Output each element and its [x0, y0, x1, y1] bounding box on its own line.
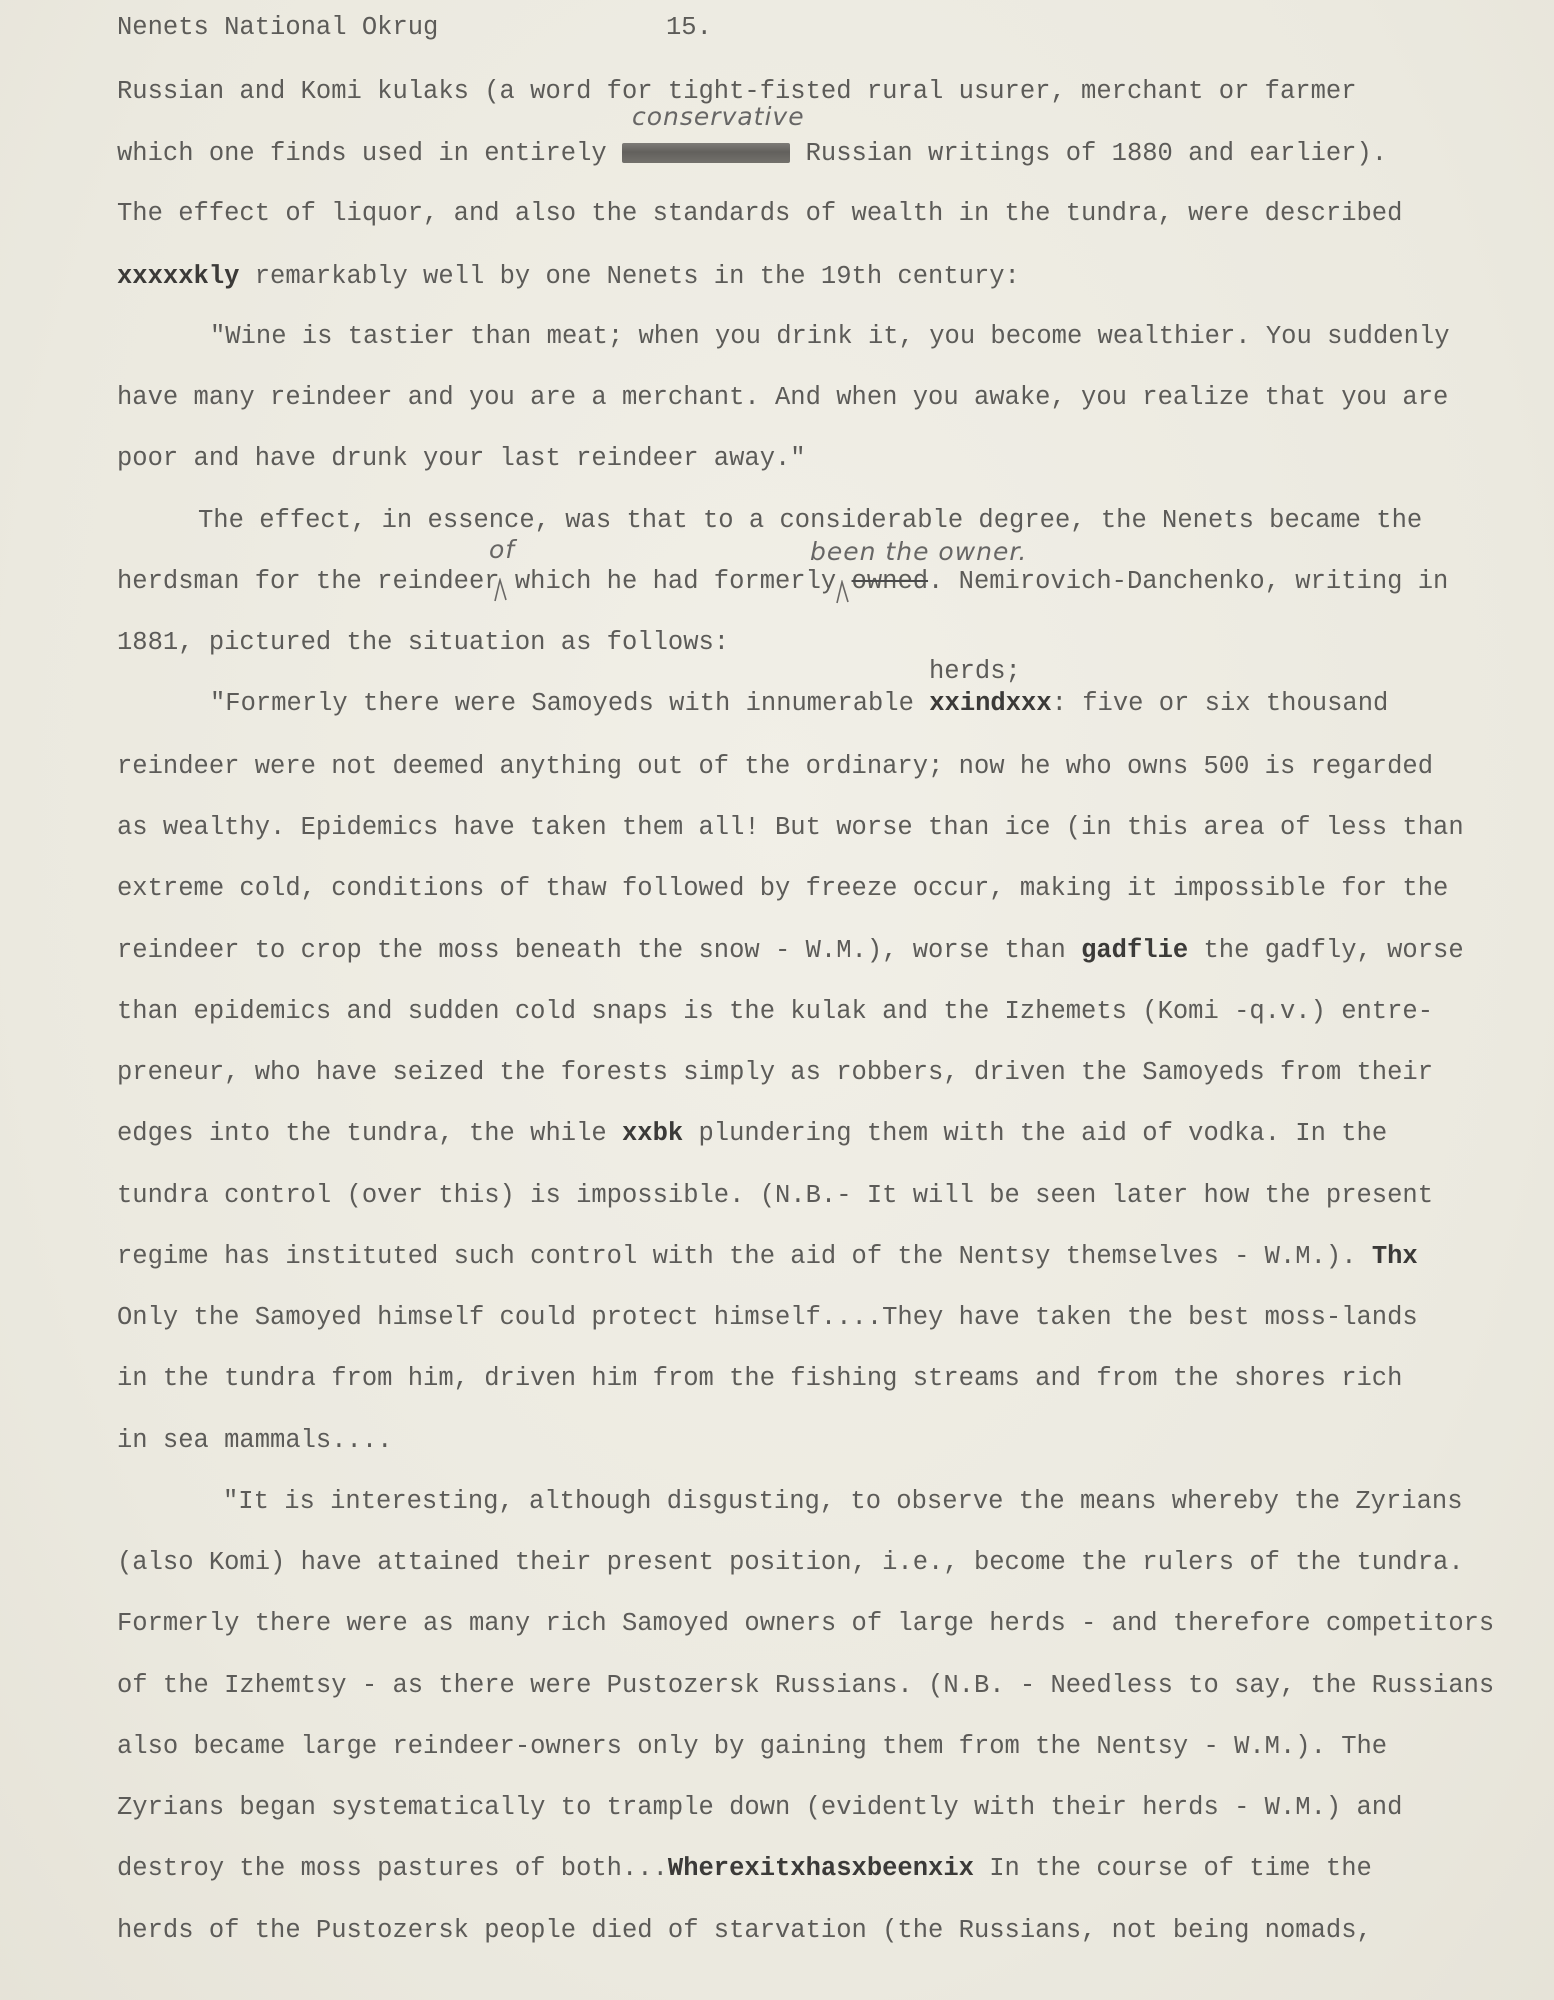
text-line: The effect of liquor, and also the standards of wealth in the tundra, were described — [117, 199, 1403, 228]
text-line: "Wine is tastier than meat; when you drink it, you become wealthier. You suddenly — [210, 322, 1450, 351]
text-line: as wealthy. Epidemics have taken them all! But worse than ice (in this area of less than — [117, 813, 1464, 842]
handwritten-struck-word: owned — [851, 567, 929, 596]
line-segment: herdsman for the reindeer — [117, 567, 500, 596]
insertion-caret-icon — [836, 580, 850, 604]
overtyped-word: xxxxxkly — [117, 262, 240, 291]
text-line — [117, 1242, 1418, 1272]
typed-insertion-herds: herds; — [929, 657, 1021, 686]
line-segment: which one finds used in entirely — [117, 139, 622, 168]
text-line: The effect, in essence, was that to a considerable degree, the Nenets became the — [198, 506, 1423, 535]
text-line: also became large reindeer-owners only by gaining them from the Nentsy - W.M.). The — [117, 1732, 1388, 1761]
text-line — [117, 1119, 1387, 1149]
overtyped-word: Wherexitxhasxbeenxix — [667, 1854, 974, 1883]
text-line: Only the Samoyed himself could protect himself....They have taken the best moss-lands — [117, 1303, 1418, 1332]
handwritten-insertion-conservative: conservative — [632, 102, 805, 131]
text-line — [117, 1854, 1372, 1884]
text-line: have many reindeer and you are a merchant. And when you awake, you realize that you are — [117, 383, 1449, 412]
text-line: herds of the Pustozersk people died of starvation (the Russians, not being nomads, — [117, 1916, 1372, 1945]
line-segment: reindeer to crop the moss beneath the snow - W.M.), worse than — [117, 936, 1082, 965]
line-segment: destroy the moss pastures of both... — [117, 1854, 668, 1883]
line-segment: In the course of time the — [973, 1854, 1372, 1883]
line-segment: Russian writings of 1880 and earlier). — [790, 139, 1388, 168]
text-line — [117, 567, 1448, 597]
text-line — [117, 139, 1387, 169]
text-line: Russian and Komi kulaks (a word for tight-fisted rural usurer, merchant or farmer — [117, 77, 1357, 106]
text-line: 1881, pictured the situation as follows: — [117, 628, 730, 657]
overtyped-word: xxbk — [621, 1119, 684, 1148]
line-segment: regime has instituted such control with the aid of the Nentsy themselves - W.M.). — [117, 1242, 1372, 1271]
line-segment: "Formerly there were Samoyeds with innumerable — [210, 689, 930, 718]
insertion-caret-icon — [494, 578, 508, 602]
text-line: of the Izhemtsy - as there were Pustozersk Russians. (N.B. - Needless to say, the Russians — [117, 1671, 1495, 1700]
text-line — [117, 262, 1020, 292]
text-line: tundra control (over this) is impossible. (N.B.- It will be seen later how the present — [117, 1181, 1434, 1210]
text-line — [117, 936, 1464, 966]
running-header-title: Nenets National Okrug — [117, 13, 439, 42]
overtyped-word: Thx — [1371, 1242, 1418, 1271]
overtyped-word: xxindxxx — [929, 689, 1052, 718]
text-line: than epidemics and sudden cold snaps is the kulak and the Izhemets (Komi -q.v.) entre- — [117, 997, 1434, 1026]
overtyped-word: gadflie — [1081, 936, 1189, 965]
text-line: in sea mammals.... — [117, 1426, 393, 1455]
line-segment: the gadfly, worse — [1188, 936, 1464, 965]
text-line: Formerly there were as many rich Samoyed owners of large herds - and therefore competitors — [117, 1609, 1495, 1638]
text-line: (also Komi) have attained their present position, i.e., become the rulers of the tundra. — [117, 1548, 1464, 1577]
line-segment: remarkably well by one Nenets in the 19th century: — [239, 262, 1020, 291]
text-line — [210, 689, 1388, 719]
line-segment: edges into the tundra, the while — [117, 1119, 622, 1148]
line-segment: which he had formerly — [499, 567, 852, 596]
handwritten-insertion-of: of — [489, 535, 516, 564]
line-segment: . Nemirovich-Danchenko, writing in — [928, 567, 1449, 596]
line-segment: : five or six thousand — [1051, 689, 1389, 718]
text-line: poor and have drunk your last reindeer away." — [117, 444, 806, 473]
text-line: Zyrians began systematically to trample down (evidently with their herds - W.M.) and — [117, 1793, 1403, 1822]
handwritten-insertion-been-the-owner: been the owner. — [810, 537, 1028, 566]
text-line: in the tundra from him, driven him from the fishing streams and from the shores rich — [117, 1364, 1403, 1393]
page-number: 15. — [666, 13, 712, 42]
text-line: preneur, who have seized the forests simply as robbers, driven the Samoyeds from their — [117, 1058, 1434, 1087]
text-line: extreme cold, conditions of thaw followed by freeze occur, making it impossible for the — [117, 874, 1449, 903]
text-line: "It is interesting, although disgusting, to observe the means whereby the Zyrians — [223, 1487, 1463, 1516]
text-line: reindeer were not deemed anything out of the ordinary; now he who owns 500 is regarded — [117, 752, 1434, 781]
line-segment: plundering them with the aid of vodka. In the — [683, 1119, 1388, 1148]
struck-out-word — [622, 143, 790, 163]
